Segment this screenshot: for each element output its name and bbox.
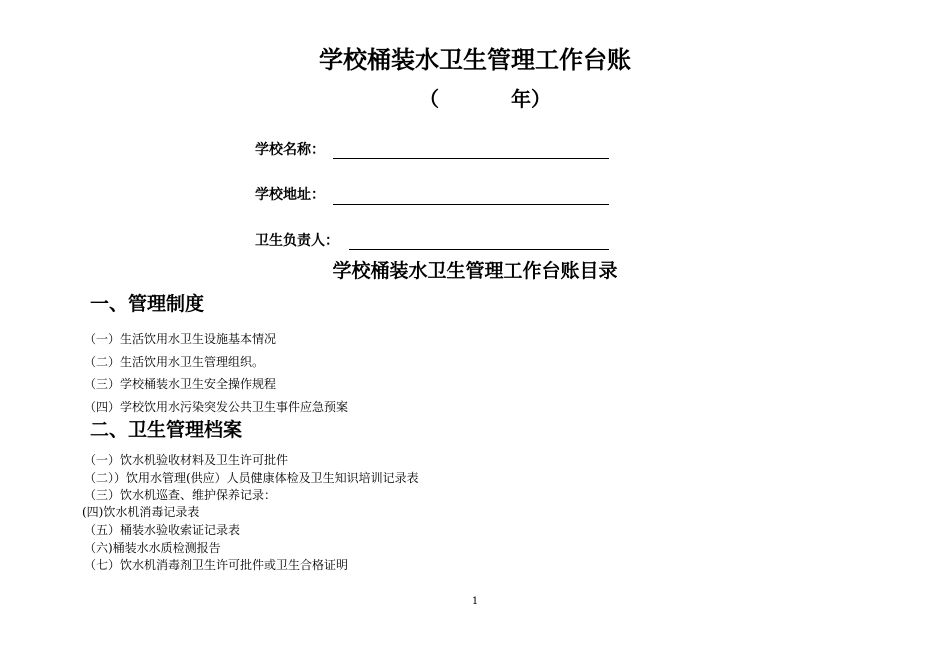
list-item: （二）生活饮用水卫生管理组织。	[84, 355, 265, 369]
year-open-paren: （	[419, 87, 439, 111]
list-item: (四)饮水机消毒记录表	[82, 505, 200, 519]
list-item: （六)桶装水水质检测报告	[84, 541, 221, 555]
page-number: 1	[471, 596, 479, 607]
document-title: 学校桶装水卫生管理工作台账	[319, 46, 631, 74]
school-name-line	[333, 157, 609, 159]
list-item: （三）饮水机巡查、维护保养记录：	[84, 488, 277, 502]
list-item: （五）桶装水验收索证记录表	[84, 523, 241, 537]
list-item: （四）学校饮用水污染突发公共卫生事件应急预案	[84, 400, 349, 414]
year-label: 年）	[511, 87, 551, 111]
list-item: （一）生活饮用水卫生设施基本情况	[84, 332, 277, 346]
list-item: （一）饮水机验收材料及卫生许可批件	[84, 453, 289, 467]
section-heading-management-system: 一、管理制度	[90, 293, 205, 315]
school-address-line	[333, 203, 609, 205]
hygiene-manager-line	[349, 248, 609, 250]
list-item: （二））饮用水管理(供应）人员健康体检及卫生知识培训记录表	[84, 471, 419, 485]
list-item: （三）学校桶装水卫生安全操作规程	[84, 377, 277, 391]
toc-title: 学校桶装水卫生管理工作台账目录	[332, 260, 618, 282]
list-item: （七）饮水机消毒剂卫生许可批件或卫生合格证明	[84, 558, 349, 572]
school-name-label: 学校名称：	[255, 142, 325, 158]
hygiene-manager-label: 卫生负责人：	[255, 233, 339, 249]
section-heading-hygiene-archive: 二、卫生管理档案	[90, 419, 243, 441]
school-address-label: 学校地址：	[255, 187, 325, 203]
